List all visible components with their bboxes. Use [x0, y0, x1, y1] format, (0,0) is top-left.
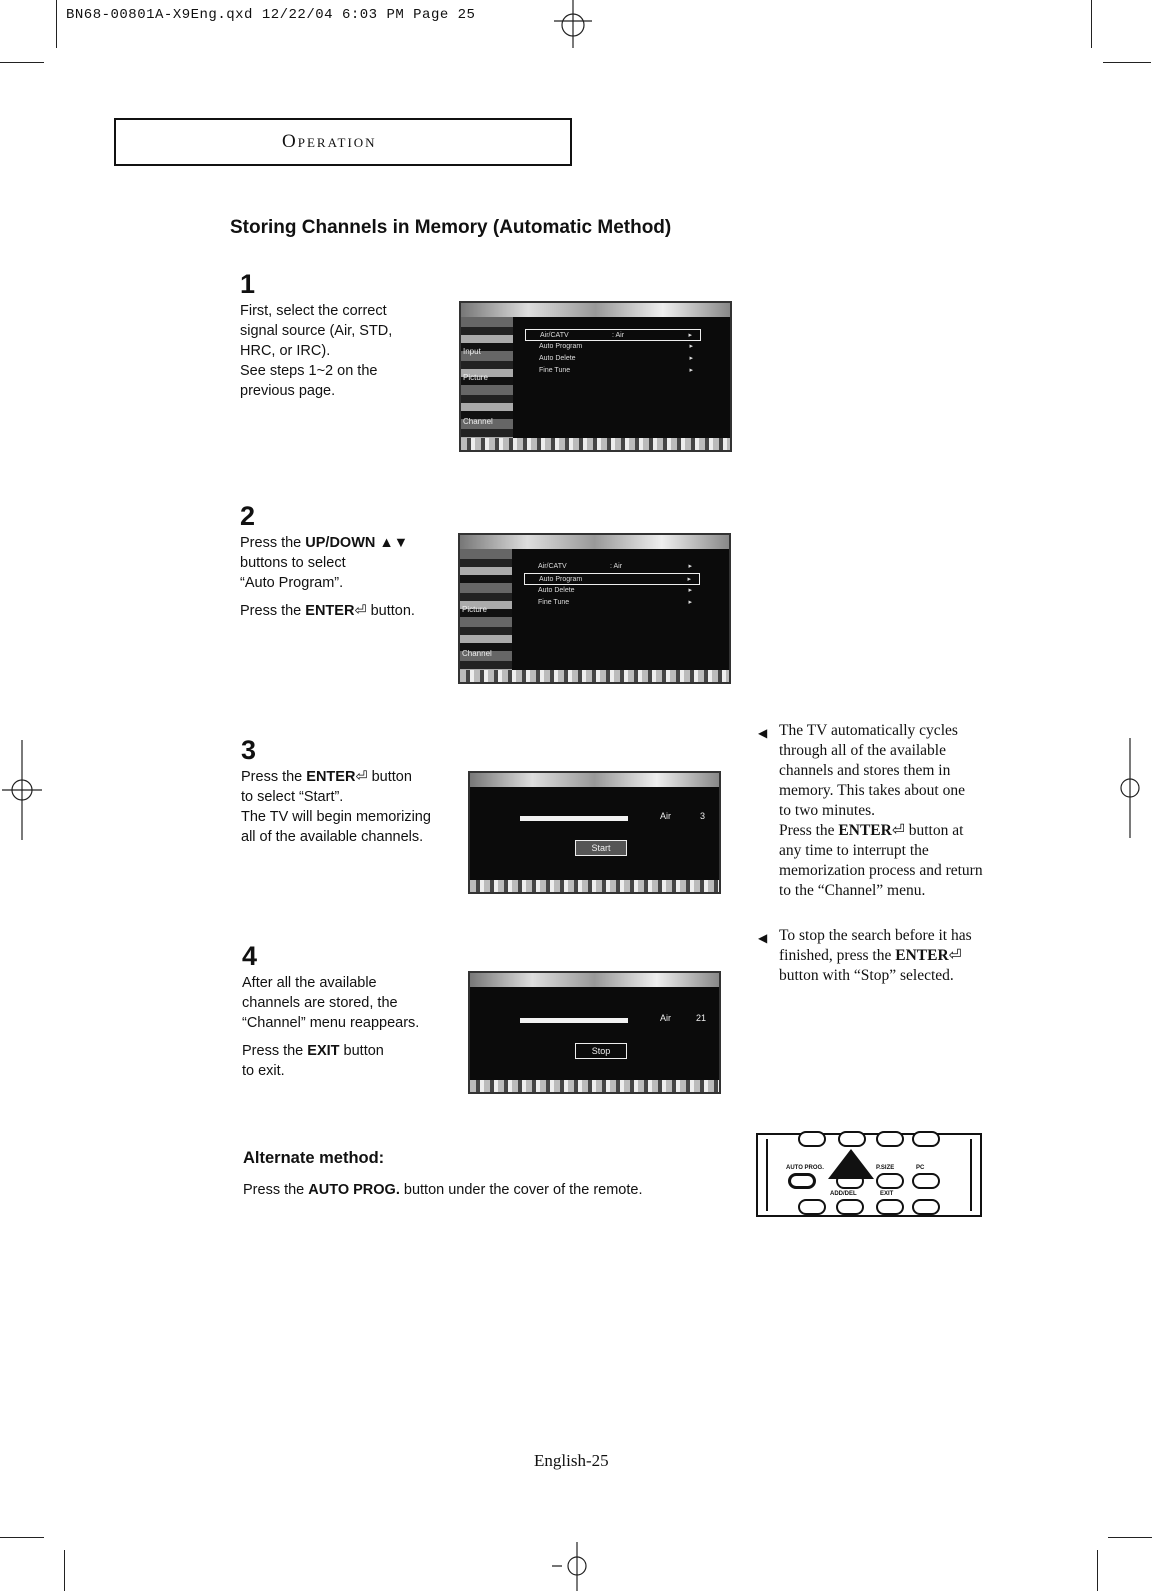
sidebar-label: Channel	[462, 649, 492, 658]
remote-button	[798, 1131, 826, 1147]
sidebar-label: Channel	[463, 417, 493, 426]
remote-button	[876, 1199, 904, 1215]
start-button: Start	[575, 840, 627, 856]
crop-mark	[56, 0, 57, 48]
menu-row: Auto Program ▸	[539, 343, 693, 350]
menu-row: Auto Delete ▸	[538, 587, 692, 594]
section-header-box	[114, 118, 572, 166]
menu-help-bar	[460, 670, 729, 682]
step-text: First, select the correct signal source (Air, STD, HRC, or IRC). See steps 1~2 on the previous page.	[240, 303, 393, 399]
registration-mark-icon	[548, 0, 598, 50]
sidebar-label: Picture	[463, 373, 488, 382]
crop-mark	[1108, 1537, 1152, 1538]
remote-button	[876, 1173, 904, 1189]
alternate-title: Alternate method:	[243, 1149, 385, 1167]
crop-mark	[0, 1537, 44, 1538]
page-heading: Storing Channels in Memory (Automatic Method)	[230, 217, 672, 238]
menu-title-bar	[460, 535, 729, 549]
stop-button: Stop	[575, 1043, 627, 1059]
menu-row: Air/CATV : Air ▸	[538, 563, 692, 570]
enter-icon: ⏎	[354, 603, 367, 619]
menu-row: Air/CATV : Air ▸	[525, 329, 701, 341]
registration-mark-icon	[0, 740, 46, 840]
auto-prog-button	[788, 1173, 816, 1189]
tv-scan-screenshot	[468, 971, 721, 1094]
tv-menu-screenshot	[459, 301, 732, 452]
scan-progress-bar	[520, 1018, 628, 1023]
remote-label: EXIT	[880, 1191, 894, 1197]
sidebar-label: Input	[463, 347, 481, 356]
scan-channel-count: 3	[700, 811, 706, 821]
scan-help-bar	[470, 880, 719, 892]
remote-button	[912, 1131, 940, 1147]
remote-button	[838, 1131, 866, 1147]
remote-label: P.SIZE	[876, 1165, 895, 1171]
menu-help-bar	[461, 438, 730, 450]
step-text-exit: Press the EXIT button to exit.	[242, 1043, 384, 1079]
remote-label: PC	[916, 1165, 925, 1171]
remote-button	[836, 1199, 864, 1215]
scan-source: Air	[660, 811, 671, 821]
scan-title-bar	[470, 973, 719, 987]
tv-menu-screenshot	[458, 533, 731, 684]
scan-progress-bar	[520, 816, 628, 821]
menu-sidebar	[460, 549, 512, 670]
step-text: Press the UP/DOWN ▲▼ buttons to select “Auto Program”.	[240, 535, 409, 591]
page-footer: English-25	[534, 1451, 609, 1470]
remote-button	[912, 1199, 940, 1215]
remote-button	[876, 1131, 904, 1147]
menu-row: Auto Program ▸	[524, 573, 700, 585]
note-arrow-icon: ◀	[758, 931, 768, 945]
note-arrow-icon: ◀	[758, 726, 768, 740]
remote-button	[912, 1173, 940, 1189]
menu-row: Auto Delete ▸	[539, 355, 693, 362]
sidebar-label: Picture	[462, 605, 487, 614]
tv-scan-screenshot	[468, 771, 721, 894]
step-text-enter: Press the ENTER⏎ button.	[240, 603, 415, 619]
menu-row: Fine Tune ▸	[539, 367, 693, 374]
enter-icon: ⏎	[355, 769, 368, 785]
enter-icon: ⏎	[891, 822, 905, 839]
step-number: 1	[240, 269, 256, 299]
crop-mark	[1103, 62, 1151, 63]
step-number: 4	[242, 941, 258, 971]
menu-row: Fine Tune ▸	[538, 599, 692, 606]
registration-mark-icon	[1108, 738, 1154, 838]
menu-sidebar	[461, 317, 513, 438]
step-number: 3	[241, 735, 257, 765]
crop-mark	[0, 62, 44, 63]
step-text: Press the ENTER⏎ button to select “Start”. The TV will begin memorizing all of the available channels.	[241, 769, 431, 845]
remote-label: AUTO PROG.	[786, 1165, 824, 1171]
step-number: 2	[240, 501, 256, 531]
crop-mark	[1097, 1550, 1098, 1591]
menu-title-bar	[461, 303, 730, 317]
scan-title-bar	[470, 773, 719, 787]
alternate-text: Press the AUTO PROG. button under the cover of the remote.	[243, 1182, 643, 1198]
scan-help-bar	[470, 1080, 719, 1092]
printer-slug: BN68-00801A-X9Eng.qxd 12/22/04 6:03 PM Page 25	[66, 7, 476, 23]
remote-illustration	[756, 1133, 982, 1217]
scan-channel-count: 21	[696, 1013, 707, 1023]
pointer-arrow-icon	[826, 1147, 876, 1181]
registration-mark-icon	[552, 1542, 598, 1591]
note-text: To stop the search before it has finished, press the ENTER⏎ button with “Stop” selected.	[779, 927, 972, 984]
remote-label: ADD/DEL	[830, 1191, 857, 1197]
enter-icon: ⏎	[948, 947, 962, 964]
section-title: Operation	[282, 131, 377, 152]
crop-mark	[1091, 0, 1092, 48]
remote-button	[798, 1199, 826, 1215]
scan-source: Air	[660, 1013, 671, 1023]
step-text: After all the available channels are stored, the “Channel” menu reappears.	[242, 975, 420, 1031]
crop-mark	[64, 1550, 65, 1591]
note-text: The TV automatically cycles through all of the available channels and stores them in memory. This takes about one to two minutes. Press the ENTER⏎ button at any time to interrupt the memorization process and return to the “Channel” menu.	[779, 722, 983, 899]
